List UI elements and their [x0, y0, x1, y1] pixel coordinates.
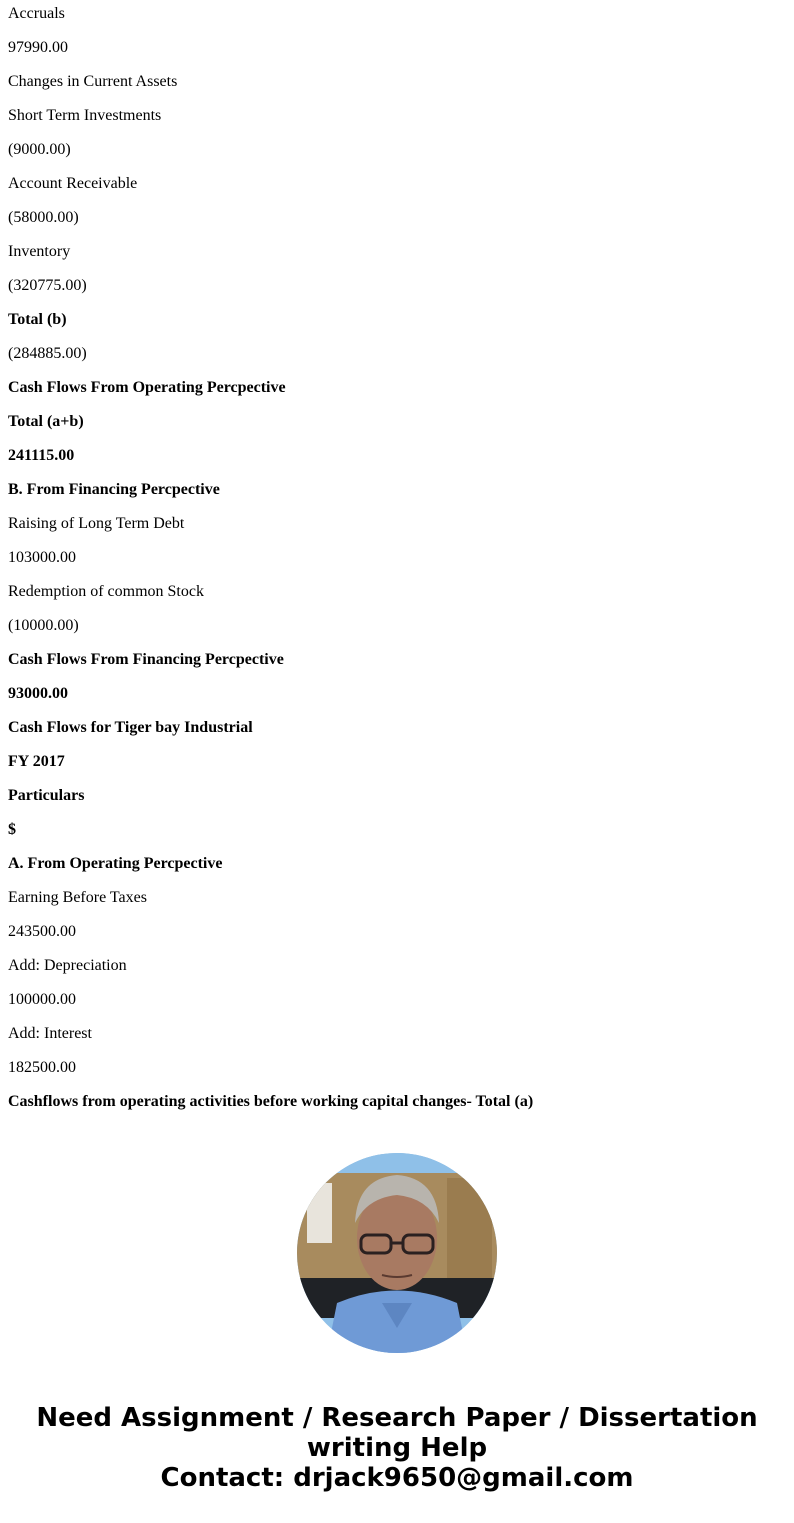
doc-line: Raising of Long Term Debt	[8, 515, 185, 532]
doc-line: Earning Before Taxes	[8, 889, 147, 906]
doc-line: 243500.00	[8, 923, 76, 940]
doc-line-heading: Total (a+b)	[8, 413, 84, 430]
doc-line: (284885.00)	[8, 345, 87, 362]
promo-banner	[0, 1403, 794, 1493]
doc-line: Changes in Current Assets	[8, 73, 178, 90]
avatar	[297, 1153, 497, 1353]
doc-line: (58000.00)	[8, 209, 79, 226]
doc-line: Redemption of common Stock	[8, 583, 204, 600]
doc-line-heading: Cash Flows for Tiger bay Industrial	[8, 719, 253, 736]
doc-line-heading: 93000.00	[8, 685, 68, 702]
promo-line-1: Need Assignment / Research Paper / Dissertation	[36, 1403, 758, 1433]
cash-flow-document	[8, 0, 533, 1122]
doc-line: Account Receivable	[8, 175, 138, 192]
doc-line: (320775.00)	[8, 277, 87, 294]
doc-line: 103000.00	[8, 549, 76, 566]
doc-line: (10000.00)	[8, 617, 79, 634]
doc-line-heading: Cashflows from operating activities before working capital changes- Total (a)	[8, 1093, 534, 1110]
doc-line-heading: B. From Financing Percpective	[8, 481, 220, 498]
doc-line: 182500.00	[8, 1059, 76, 1076]
doc-line-heading: A. From Operating Percpective	[8, 855, 223, 872]
doc-line: Add: Interest	[8, 1025, 92, 1042]
doc-line-heading: Total (b)	[8, 311, 67, 328]
doc-line: Add: Depreciation	[8, 957, 127, 974]
doc-line: Accruals	[8, 5, 65, 22]
doc-line-heading: Cash Flows From Financing Percpective	[8, 651, 284, 668]
doc-line: Short Term Investments	[8, 107, 162, 124]
person-photo-icon	[297, 1153, 497, 1353]
doc-line: 97990.00	[8, 39, 68, 56]
doc-line: (9000.00)	[8, 141, 71, 158]
doc-line-heading: 241115.00	[8, 447, 75, 464]
doc-line: Inventory	[8, 243, 71, 260]
doc-line-heading: $	[8, 821, 16, 838]
doc-line-heading: FY 2017	[8, 753, 65, 770]
doc-line-heading: Cash Flows From Operating Percpective	[8, 379, 286, 396]
doc-line-heading: Particulars	[8, 787, 85, 804]
promo-contact: Contact: drjack9650@gmail.com	[160, 1463, 634, 1493]
doc-line: 100000.00	[8, 991, 76, 1008]
promo-line-2: writing Help	[306, 1433, 488, 1463]
